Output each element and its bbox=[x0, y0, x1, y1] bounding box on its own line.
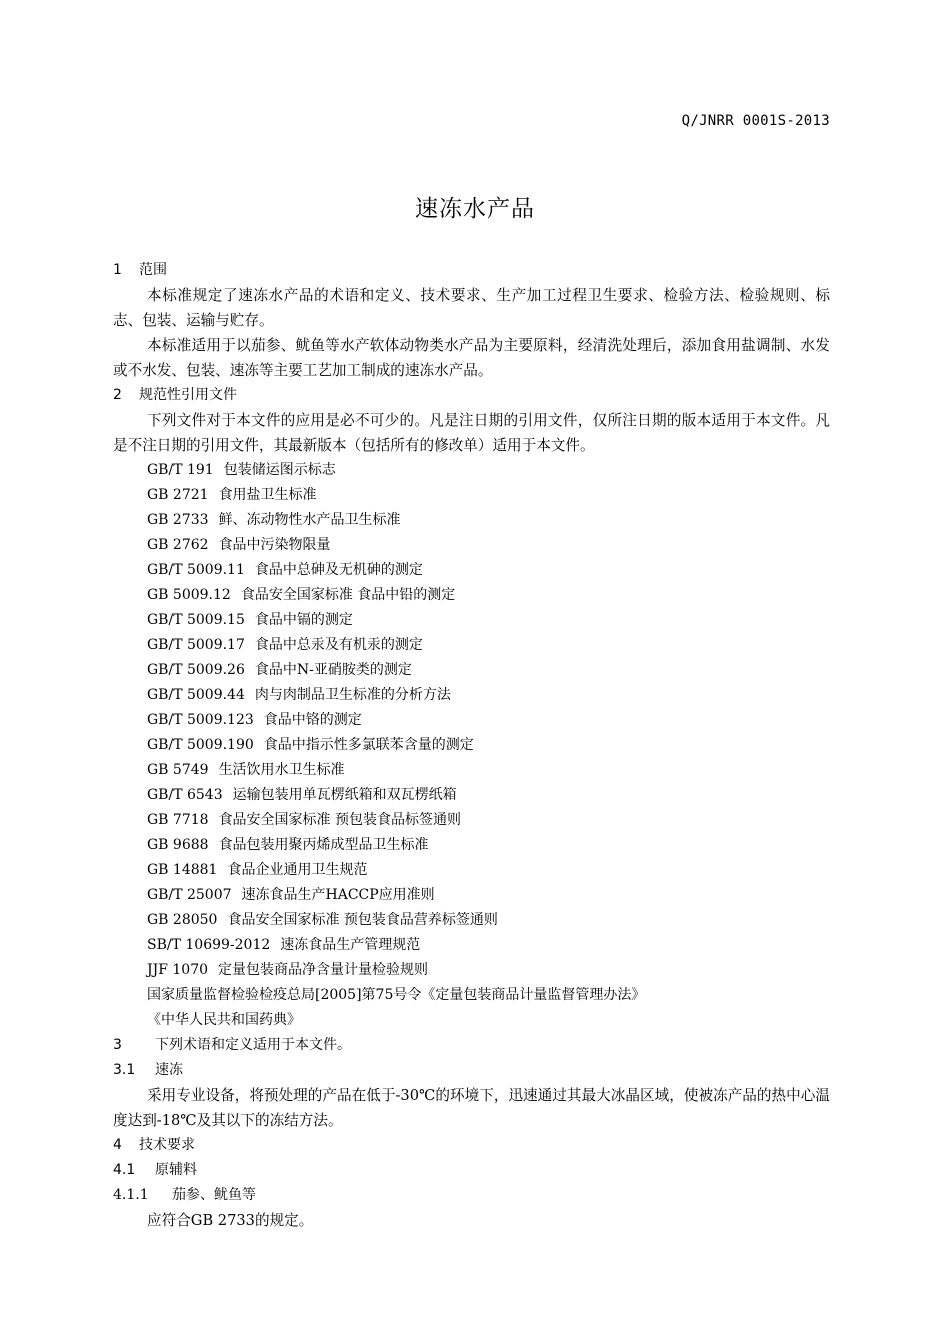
section-number: 4 bbox=[113, 1137, 122, 1153]
reference-item bbox=[113, 458, 830, 483]
section-title: 范围 bbox=[139, 262, 167, 278]
section-1-heading bbox=[113, 258, 830, 283]
reference-code: SB/T 10699-2012 bbox=[147, 937, 271, 953]
reference-item bbox=[113, 508, 830, 533]
reference-code: GB 14881 bbox=[147, 862, 218, 878]
reference-code: GB 2762 bbox=[147, 537, 209, 553]
reference-name: 食品安全国家标准 预包装食品标签通则 bbox=[218, 812, 462, 828]
section-number: 1 bbox=[113, 262, 122, 278]
reference-name: 食品中镉的测定 bbox=[254, 612, 353, 628]
reference-item bbox=[113, 533, 830, 558]
reference-item bbox=[113, 733, 830, 758]
reference-code: GB 9688 bbox=[147, 837, 209, 853]
reference-item bbox=[113, 858, 830, 883]
reference-item: 《中华人民共和国药典》 bbox=[147, 1012, 301, 1028]
document-body bbox=[113, 258, 830, 1233]
reference-item bbox=[113, 558, 830, 583]
reference-item bbox=[113, 658, 830, 683]
section-number: 2 bbox=[113, 387, 122, 403]
reference-name: 食品中指示性多氯联苯含量的测定 bbox=[263, 737, 474, 753]
reference-name: 速冻食品生产管理规范 bbox=[280, 937, 421, 953]
reference-name: 定量包装商品净含量计量检验规则 bbox=[218, 962, 429, 978]
reference-code: GB/T 6543 bbox=[147, 787, 223, 803]
section-number: 4.1 bbox=[113, 1162, 136, 1178]
document-title: 速冻水产品 bbox=[415, 196, 535, 222]
section-4-heading bbox=[113, 1133, 830, 1158]
reference-list bbox=[113, 458, 830, 983]
reference-code: GB 7718 bbox=[147, 812, 209, 828]
reference-item bbox=[113, 708, 830, 733]
section-4-1-heading bbox=[113, 1158, 830, 1183]
reference-name: 食品中污染物限量 bbox=[218, 537, 331, 553]
reference-code: GB/T 5009.123 bbox=[147, 712, 254, 728]
section-title: 茄参、鱿鱼等 bbox=[172, 1187, 256, 1203]
reference-item bbox=[113, 883, 830, 908]
section-title: 规范性引用文件 bbox=[139, 387, 237, 403]
reference-code: GB/T 191 bbox=[147, 462, 214, 478]
reference-name: 食品安全国家标准 预包装食品营养标签通则 bbox=[227, 912, 498, 928]
reference-item bbox=[113, 933, 830, 958]
reference-name: 速冻食品生产HACCP应用准则 bbox=[241, 887, 435, 903]
reference-code: GB/T 5009.17 bbox=[147, 637, 245, 653]
reference-code: GB/T 5009.190 bbox=[147, 737, 254, 753]
reference-code: GB/T 5009.26 bbox=[147, 662, 245, 678]
reference-item bbox=[113, 758, 830, 783]
quick-freeze-definition: 采用专业设备，将预处理的产品在低于-30℃的环境下，迅速通过其最大冰晶区域，使被冻产品的热中心温度达到-18℃及其以下的冻结方法。 bbox=[113, 1087, 830, 1129]
document-code: Q/JNRR 0001S-2013 bbox=[681, 113, 830, 129]
reference-item bbox=[113, 683, 830, 708]
scope-paragraph-1: 本标准规定了速冻水产品的术语和定义、技术要求、生产加工过程卫生要求、检验方法、检验规则、标志、包装、运输与贮存。 bbox=[113, 287, 830, 329]
reference-name: 食品企业通用卫生规范 bbox=[227, 862, 368, 878]
reference-item bbox=[113, 608, 830, 633]
reference-name: 生活饮用水卫生标准 bbox=[218, 762, 345, 778]
reference-name: 食品中铬的测定 bbox=[263, 712, 362, 728]
reference-name: 食品安全国家标准 食品中铅的测定 bbox=[240, 587, 456, 603]
section-3-1-heading bbox=[113, 1058, 830, 1083]
reference-item bbox=[113, 958, 830, 983]
reference-item bbox=[113, 633, 830, 658]
reference-code: JJF 1070 bbox=[147, 962, 209, 978]
reference-name: 食品包装用聚丙烯成型品卫生标准 bbox=[218, 837, 429, 853]
reference-name: 食用盐卫生标准 bbox=[218, 487, 317, 503]
reference-item bbox=[113, 808, 830, 833]
reference-name: 运输包装用单瓦楞纸箱和双瓦楞纸箱 bbox=[232, 787, 457, 803]
reference-code: GB/T 5009.11 bbox=[147, 562, 245, 578]
reference-item bbox=[113, 483, 830, 508]
reference-code: GB 28050 bbox=[147, 912, 218, 928]
reference-name: 肉与肉制品卫生标准的分析方法 bbox=[254, 687, 451, 703]
reference-name: 食品中N-亚硝胺类的测定 bbox=[254, 662, 412, 678]
section-title: 速冻 bbox=[155, 1062, 183, 1078]
section-4-1-1-heading bbox=[113, 1183, 830, 1208]
section-number: 3 bbox=[113, 1037, 122, 1053]
raw-material-requirement: 应符合GB 2733的规定。 bbox=[147, 1212, 314, 1229]
reference-item: 国家质量监督检验检疫总局[2005]第75号令《定量包装商品计量监督管理办法》 bbox=[147, 987, 646, 1003]
reference-item bbox=[113, 583, 830, 608]
reference-code: GB/T 5009.15 bbox=[147, 612, 245, 628]
reference-name: 食品中总砷及无机砷的测定 bbox=[254, 562, 423, 578]
section-title: 技术要求 bbox=[139, 1137, 195, 1153]
reference-code: GB 2733 bbox=[147, 512, 209, 528]
reference-code: GB/T 5009.44 bbox=[147, 687, 245, 703]
reference-name: 鲜、冻动物性水产品卫生标准 bbox=[218, 512, 401, 528]
reference-item bbox=[113, 833, 830, 858]
section-2-heading bbox=[113, 383, 830, 408]
scope-paragraph-2: 本标准适用于以茄参、鱿鱼等水产软体动物类水产品为主要原料，经清洗处理后，添加食用盐调制、水发或不水发、包装、速冻等主要工艺加工制成的速冻水产品。 bbox=[113, 337, 830, 379]
section-number: 4.1.1 bbox=[113, 1187, 149, 1203]
reference-code: GB 2721 bbox=[147, 487, 209, 503]
reference-name: 包装储运图示标志 bbox=[223, 462, 336, 478]
section-number: 3.1 bbox=[113, 1062, 136, 1078]
reference-code: GB/T 25007 bbox=[147, 887, 232, 903]
section-title: 原辅料 bbox=[155, 1162, 197, 1178]
section-title: 下列术语和定义适用于本文件。 bbox=[155, 1037, 351, 1053]
reference-name: 食品中总汞及有机汞的测定 bbox=[254, 637, 423, 653]
reference-item bbox=[113, 783, 830, 808]
reference-item bbox=[113, 908, 830, 933]
references-intro: 下列文件对于本文件的应用是必不可少的。凡是注日期的引用文件，仅所注日期的版本适用于本文件。凡是不注日期的引用文件，其最新版本（包括所有的修改单）适用于本文件。 bbox=[113, 412, 830, 454]
reference-code: GB 5009.12 bbox=[147, 587, 231, 603]
reference-code: GB 5749 bbox=[147, 762, 209, 778]
section-3-heading bbox=[113, 1033, 830, 1058]
